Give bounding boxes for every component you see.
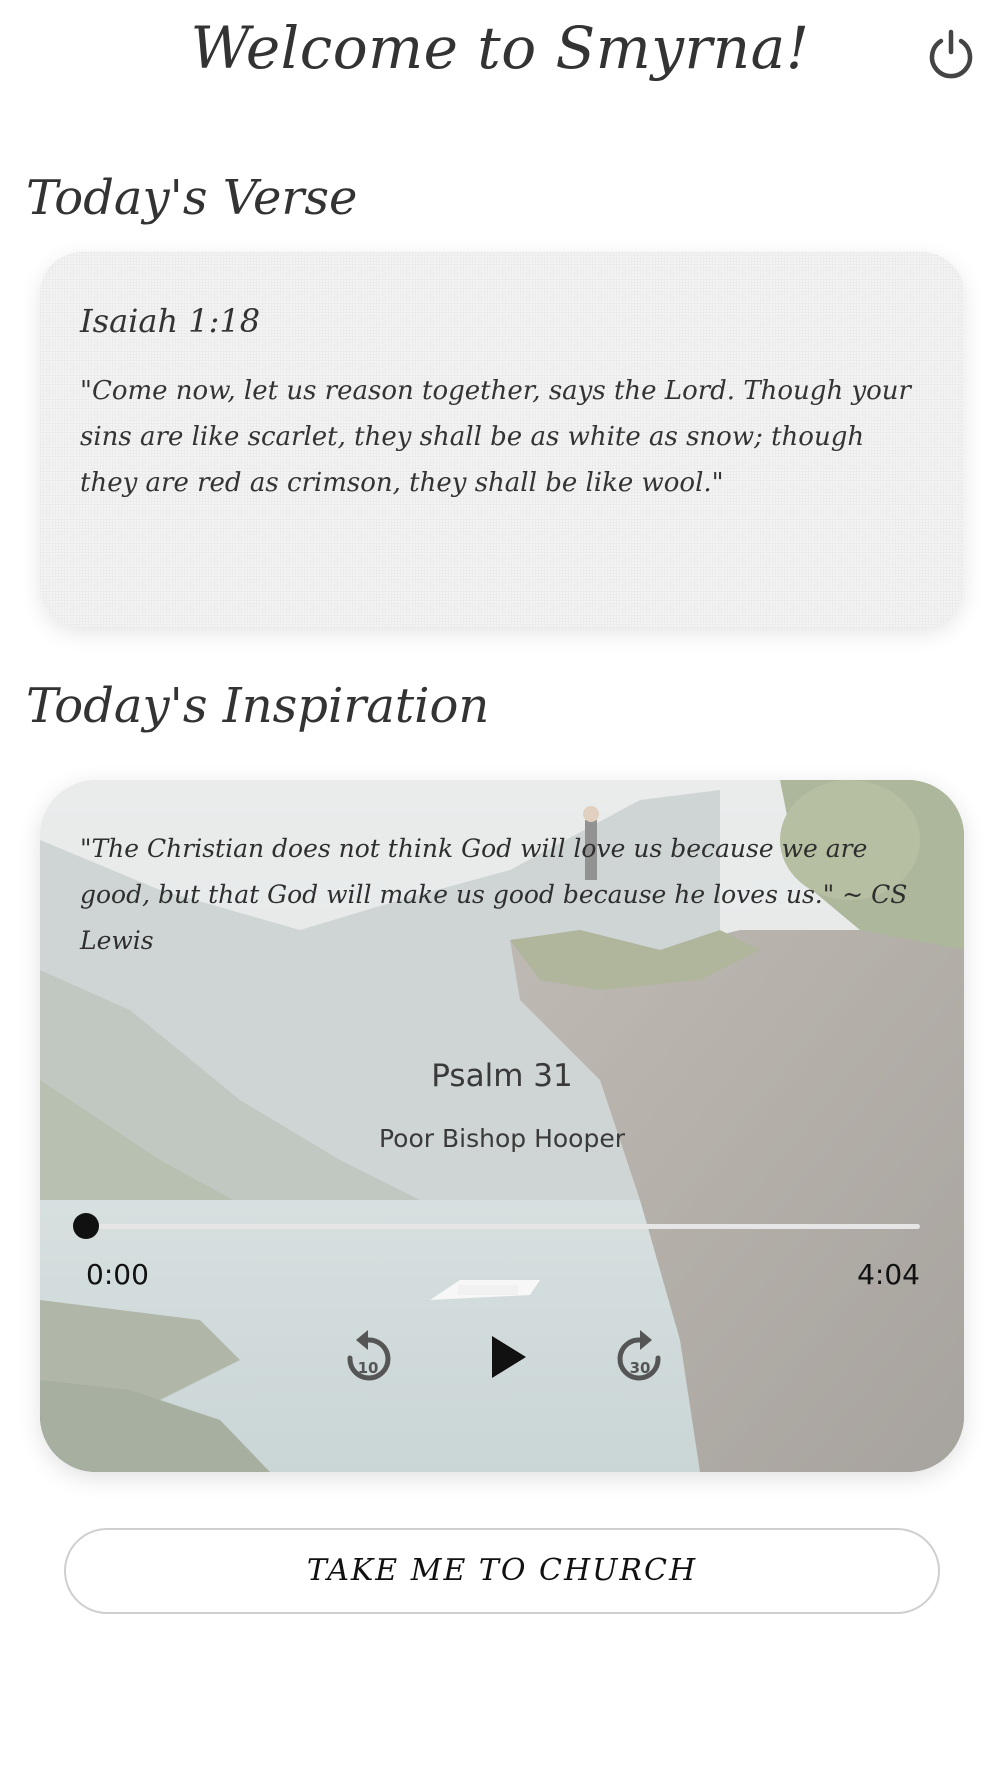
seek-bar[interactable] bbox=[86, 1224, 920, 1229]
forward-button[interactable] bbox=[612, 1328, 668, 1390]
play-icon bbox=[486, 1332, 530, 1382]
seek-thumb[interactable] bbox=[73, 1213, 99, 1239]
take-me-to-church-button[interactable]: TAKE ME TO CHURCH bbox=[64, 1528, 940, 1614]
verse-section-title: Today's Verse bbox=[26, 170, 358, 226]
rewind-10-icon bbox=[340, 1328, 396, 1390]
power-button[interactable] bbox=[925, 28, 977, 80]
play-button[interactable] bbox=[486, 1332, 530, 1382]
power-icon bbox=[925, 28, 977, 80]
track-title: Psalm 31 bbox=[431, 1058, 573, 1094]
current-time: 0:00 bbox=[86, 1258, 149, 1291]
rewind-seconds-label: 10 bbox=[357, 1359, 379, 1377]
verse-card bbox=[40, 252, 964, 628]
total-time: 4:04 bbox=[857, 1258, 920, 1291]
forward-30-icon bbox=[612, 1328, 668, 1390]
verse-reference: Isaiah 1:18 bbox=[80, 302, 261, 340]
forward-seconds-label: 30 bbox=[629, 1359, 651, 1377]
page-title: Welcome to Smyrna! bbox=[190, 14, 810, 82]
inspiration-quote: "The Christian does not think God will love us because we are good, but that God will make us good because he loves us." ~ CS Lewis bbox=[80, 834, 908, 955]
inspiration-section-title: Today's Inspiration bbox=[26, 678, 490, 734]
inspiration-card bbox=[40, 780, 964, 1472]
verse-text: "Come now, let us reason together, says the Lord. Though your sins are like scarlet, they shall be as white as snow; though they are red as crimson, they shall be like wool." bbox=[80, 376, 911, 498]
rewind-button[interactable] bbox=[340, 1328, 396, 1390]
track-artist: Poor Bishop Hooper bbox=[379, 1124, 625, 1153]
